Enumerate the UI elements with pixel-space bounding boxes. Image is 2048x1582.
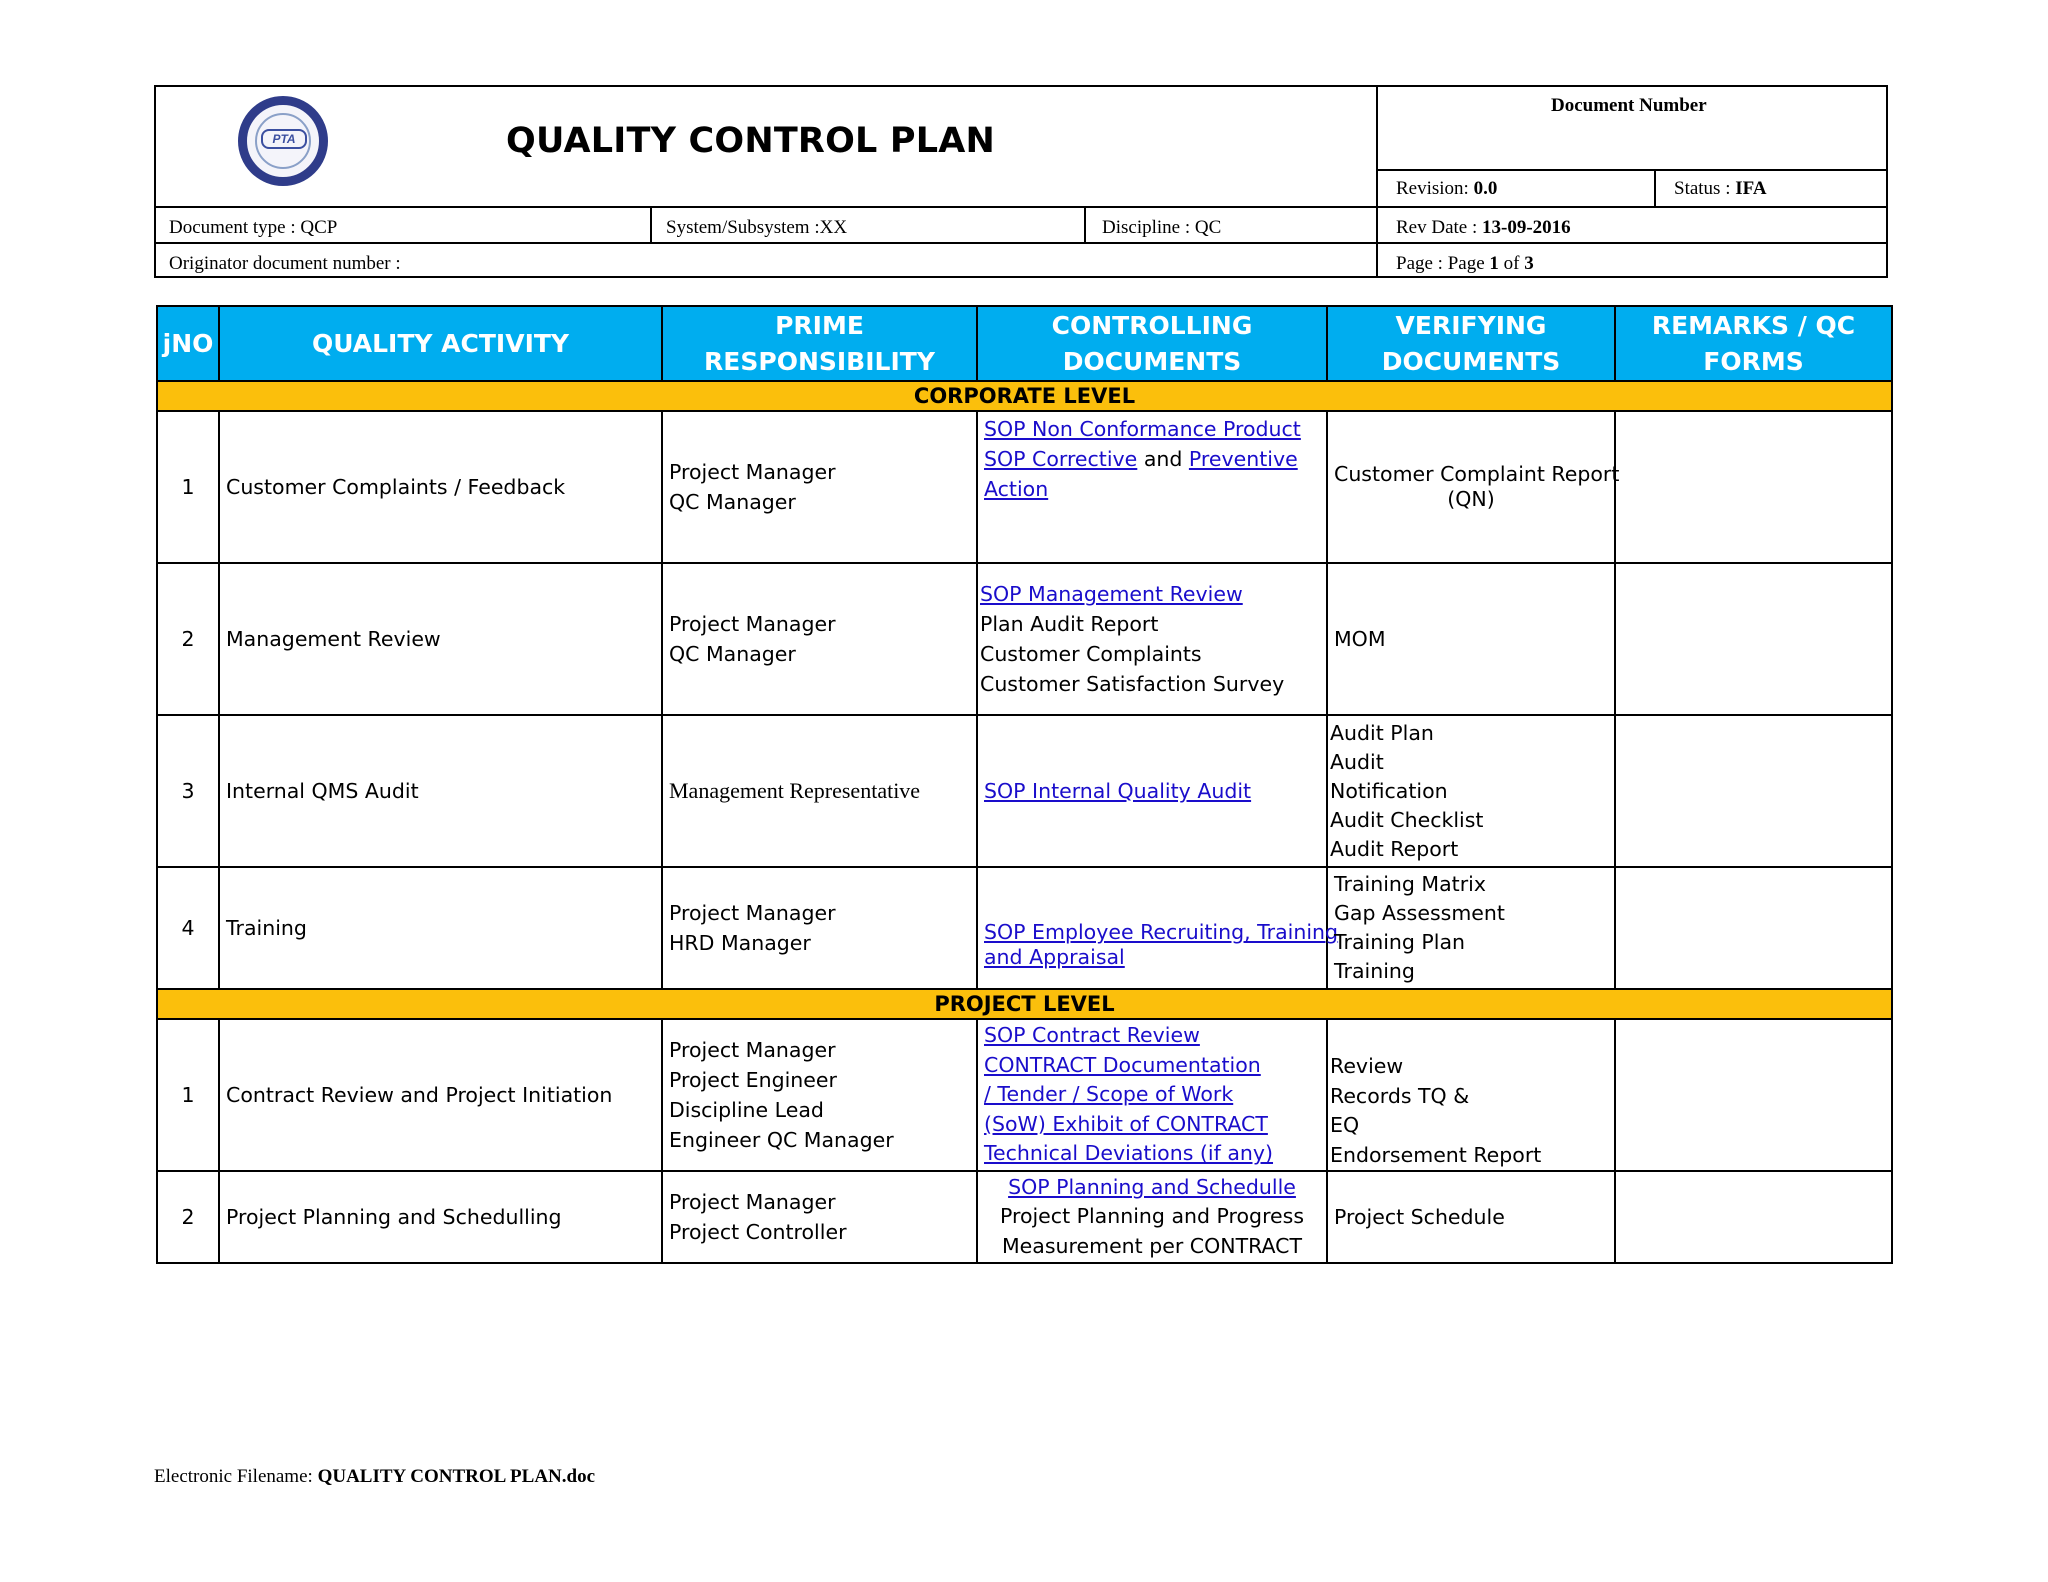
column-header-remarks: REMARKS / QC FORMS <box>1615 306 1892 381</box>
controlling-docs-cell <box>977 1019 1327 1171</box>
sop-link[interactable]: SOP Internal Quality Audit <box>984 779 1252 803</box>
sop-link[interactable]: Preventive <box>1188 447 1298 471</box>
activity-cell: Contract Review and Project Initiation <box>219 1019 662 1171</box>
verifying-docs-cell: MOM <box>1327 563 1615 715</box>
document-header <box>154 85 1888 278</box>
document-number-label: Document Number <box>1551 95 1707 116</box>
row-number: 1 <box>157 411 219 563</box>
company-logo <box>238 96 328 186</box>
activity-cell: Internal QMS Audit <box>219 715 662 867</box>
sop-link[interactable]: SOP Corrective <box>984 447 1138 471</box>
section-title: PROJECT LEVEL <box>157 989 1892 1019</box>
row-number: 3 <box>157 715 219 867</box>
section-row-project <box>157 989 1892 1019</box>
controlling-docs-cell: SOP Non Conformance Product SOP Corrective and Preventive Action <box>977 411 1327 563</box>
status-field: Status : IFA <box>1674 178 1767 199</box>
document-title: QUALITY CONTROL PLAN <box>506 121 996 161</box>
remarks-cell <box>1615 715 1892 867</box>
row-number: 4 <box>157 867 219 989</box>
remarks-cell <box>1615 1171 1892 1263</box>
activity-cell: Customer Complaints / Feedback <box>219 411 662 563</box>
column-header-verifying-docs: VERIFYING DOCUMENTS <box>1327 306 1615 381</box>
sop-link[interactable]: SOP Employee Recruiting, Training <box>984 920 1339 944</box>
contract-link[interactable]: Technical Deviations (if any) <box>984 1141 1274 1166</box>
verifying-docs-cell: Training Matrix Gap Assessment Training Plan Training <box>1327 867 1615 989</box>
table-row <box>157 867 1892 989</box>
verifying-docs-cell: Audit Plan Audit Notification Audit Checklist Audit Report <box>1327 715 1615 867</box>
originator-document-number: Originator document number : <box>169 253 401 274</box>
sop-link[interactable]: and Appraisal <box>984 945 1125 969</box>
responsibility-cell: Project Manager Project Engineer Discipline Lead Engineer QC Manager <box>662 1019 977 1171</box>
sop-link[interactable]: SOP Non Conformance Product <box>984 417 1301 441</box>
verifying-docs-cell: Project Schedule <box>1327 1171 1615 1263</box>
system-subsystem: System/Subsystem :XX <box>666 217 848 238</box>
revision-field: Revision: 0.0 <box>1396 178 1498 199</box>
section-row-corporate <box>157 381 1892 411</box>
document-type: Document type : QCP <box>169 217 338 238</box>
contract-link[interactable]: CONTRACT Documentation <box>984 1052 1261 1077</box>
table-header-row <box>157 306 1892 381</box>
remarks-cell <box>1615 411 1892 563</box>
controlling-docs-cell: SOP Planning and Schedulle Project Planning and Progress Measurement per CONTRACT <box>977 1171 1327 1263</box>
table-row <box>157 1171 1892 1263</box>
row-number: 1 <box>157 1019 219 1171</box>
activity-cell: Management Review <box>219 563 662 715</box>
remarks-cell <box>1615 1019 1892 1171</box>
sop-link[interactable]: SOP Contract Review <box>984 1023 1200 1048</box>
responsibility-cell: Project Manager Project Controller <box>662 1171 977 1263</box>
responsibility-cell: Project Manager QC Manager <box>662 411 977 563</box>
logo-text: PTA <box>261 129 307 149</box>
table-row <box>157 411 1892 563</box>
activity-cell: Project Planning and Schedulling <box>219 1171 662 1263</box>
verifying-docs-cell: Review Records TQ & EQ Endorsement Report <box>1327 1019 1615 1171</box>
controlling-docs-cell <box>977 867 1339 989</box>
column-header-activity: QUALITY ACTIVITY <box>219 306 662 381</box>
column-header-responsibility: PRIME RESPONSIBILITY <box>662 306 977 381</box>
responsibility-cell: Management Representative <box>662 715 977 867</box>
section-title: CORPORATE LEVEL <box>157 381 1892 411</box>
sop-link[interactable]: Action <box>984 477 1049 501</box>
verifying-docs-cell: Customer Complaint Report (QN) <box>1327 411 1615 563</box>
contract-link[interactable]: / Tender / Scope of Work <box>984 1082 1234 1107</box>
remarks-cell <box>1615 563 1892 715</box>
rev-date-field: Rev Date : 13-09-2016 <box>1396 217 1571 238</box>
responsibility-cell: Project Manager HRD Manager <box>662 867 977 989</box>
discipline: Discipline : QC <box>1102 217 1222 238</box>
quality-control-table <box>156 305 1893 1264</box>
sop-link[interactable]: SOP Management Review <box>980 582 1243 606</box>
sop-link[interactable]: SOP Planning and Schedulle <box>1008 1174 1296 1199</box>
row-number: 2 <box>157 1171 219 1263</box>
controlling-docs-cell: SOP Management Review Plan Audit Report Customer Complaints Customer Satisfaction Survey <box>977 563 1327 715</box>
column-header-no: jNO <box>157 306 219 381</box>
responsibility-cell: Project Manager QC Manager <box>662 563 977 715</box>
table-row <box>157 563 1892 715</box>
row-number: 2 <box>157 563 219 715</box>
table-row <box>157 1019 1892 1171</box>
activity-cell: Training <box>219 867 662 989</box>
contract-link[interactable]: (SoW) Exhibit of CONTRACT <box>984 1111 1268 1136</box>
column-header-controlling-docs: CONTROLLING DOCUMENTS <box>977 306 1327 381</box>
electronic-filename: Electronic Filename: QUALITY CONTROL PLAN.doc <box>154 1466 596 1487</box>
remarks-cell <box>1615 867 1892 989</box>
controlling-docs-cell <box>977 715 1327 867</box>
table-row <box>157 715 1892 867</box>
page-indicator: Page : Page 1 of 3 <box>1396 253 1534 274</box>
